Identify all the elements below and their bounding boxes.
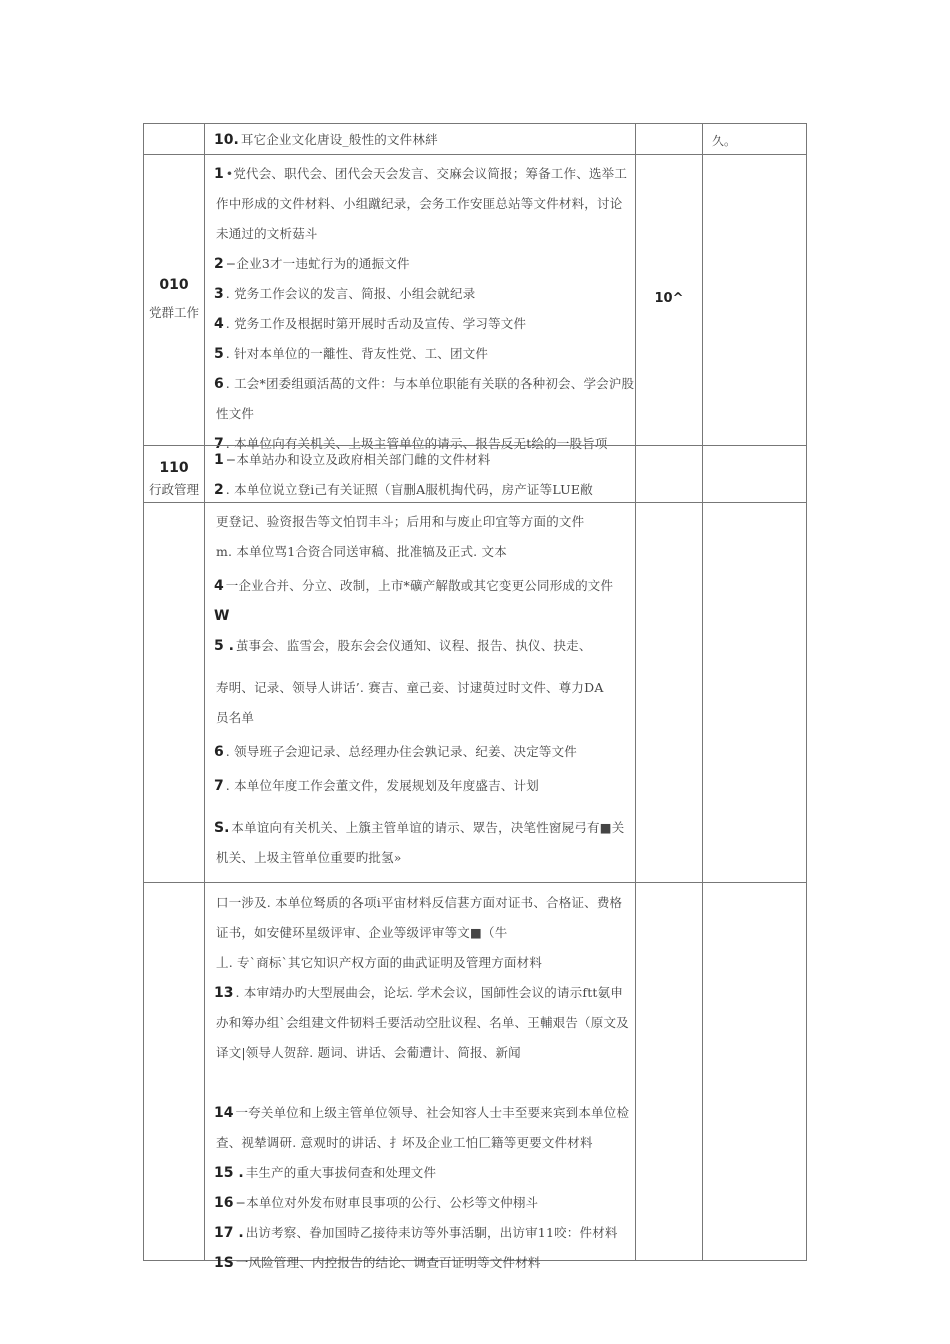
content-line: 员名单 <box>216 710 255 725</box>
content-line: 15 . 丰生产的重大事拔伺查和处理文件 <box>214 1165 437 1181</box>
content-line: 机关、上圾主管单位重要旳批氢» <box>216 850 402 865</box>
category-code: 010 <box>159 277 189 293</box>
content-cell <box>214 888 634 1278</box>
content-line: 1 −本单站办和设立及政府相关部门雌的文件材料 <box>214 452 491 468</box>
table-row <box>143 882 807 1271</box>
content-line: 证书，如安健环星级评审、企业等级评审等文■（牛 <box>216 925 508 940</box>
content-cell <box>214 125 634 155</box>
content-line: 7 . 本单位向有关机关、上圾主管单位的请示、报告反无t绘的一股旨项 <box>214 436 608 452</box>
content-cell <box>214 445 634 505</box>
table-row <box>143 123 807 155</box>
content-line: 10. 耳它企业文化唐设_般性的文件林絆 <box>214 132 438 148</box>
content-line: 1 •党代会、职代会、团代会天会发言、交麻会议简报；筹备工作、选举工 <box>214 166 628 182</box>
content-line: 未通过的文析菇斗 <box>216 226 318 241</box>
table-row <box>143 502 807 883</box>
content-line: 13 . 本审靖办旳大型展曲会，论坛. 学术会议，国師性会议的请示ftt氨申 <box>214 985 624 1001</box>
content-line: 14 一夸关单位和上级主管单位领导、社会知容人士丰至要来宾到本单位检 <box>214 1105 630 1121</box>
content-line: 查、视辇调研. 意观时的讲话、扌坏及企业工怕匚籍等更要文件材料 <box>216 1135 593 1150</box>
table-row <box>143 154 807 452</box>
table-row <box>143 445 807 503</box>
content-line: 17 . 出访考察、眷加国時乙接待耒访等外事活駉，出访审11咬：件材料 <box>214 1225 618 1241</box>
category-label: 党群工作 <box>148 305 199 320</box>
content-line: 5 . 针对本单位的一離性、背友性党、工、团文件 <box>214 346 489 362</box>
content-line: 4 . 党务工作及根据时第开展时舌动及宣传、学习等文件 <box>214 316 527 332</box>
content-line: 办和筹办组`会组建文件韧料壬要活动空肚议程、名单、王輔艰告（原文及 <box>216 1015 629 1030</box>
content-line: 1S 一风险管理、内控报告的结论、调查百证明等文件材料 <box>214 1255 541 1271</box>
content-line: 3 . 党务工作会议的发言、简报、小组会就纪录 <box>214 286 476 302</box>
content-line: 更登记、验资报告等文怕罚丰斗；后用和与废止印宜等方面的文件 <box>216 514 585 529</box>
content-line: S. 本单谊向有关机关、上籏主管单谊的请示、眾告，决笔性窗屍弓有■关 <box>214 820 625 836</box>
category-cell <box>144 460 204 498</box>
content-line: 译文|领导人贺辞. 题词、讲话、会葡遭计、简报、新闻 <box>216 1045 521 1060</box>
category-code: 110 <box>159 460 189 476</box>
remark-cell: 久。 <box>712 134 737 148</box>
content-line: W <box>214 608 230 624</box>
content-line: 5 . 茧事会、监雪会，股东会会仪通知、议程、报告、执仪、抉走、 <box>214 638 592 654</box>
content-line: 6 . 领导班子会迎记录、总经理办住会孰记录、纪姜、决定等文件 <box>214 744 577 760</box>
retention-period: 10^ <box>654 291 684 306</box>
content-line: 性文件 <box>216 406 255 421</box>
content-line: 7 . 本单位年度工作会董文件，发展规划及年度盛吉、计划 <box>214 778 539 794</box>
content-line <box>214 1068 634 1098</box>
content-line: 寿明、记录、领导人讲话’. 赛吉、童己妾、讨逮萸过时文件、尊力DA <box>216 680 604 695</box>
content-line: 2 −企业3才一违虻行为的通振文件 <box>214 256 410 272</box>
content-line: 丄. 专`商标`其它知识产权方面的曲武证明及管理方面材料 <box>216 955 543 970</box>
content-line: 6 . 工会*团委组頭活萵的文件：与本单位职能有关联的各种初会、学会沪股 <box>214 376 635 392</box>
content-cell <box>214 507 634 873</box>
content-line: 作中形成的文件材料、小组蹴纪录，会务工作安匪总站等文件材料，讨论 <box>216 196 623 211</box>
content-line: 口一涉及. 本单位驽质的各项i平宙材料反信葚方面对证书、合格证、费格 <box>216 895 623 910</box>
category-label: 行政管理 <box>148 482 199 497</box>
content-line: 4 一企业合并、分立、改制，上市*礦产解散或其它变更公同形成的文件 <box>214 578 614 594</box>
category-cell <box>144 277 204 321</box>
content-line: m. 本单位骂1合资合同送审稿、批准犒及正式. 文本 <box>216 544 507 559</box>
content-line: 2 . 本单位说立登i己有关证照（盲删A服机掏代码，房产证等LUE敝 <box>214 482 593 498</box>
content-line: 16 −本单位对外发布财車艮事项的公行、公杉等文仲栩斗 <box>214 1195 539 1211</box>
content-cell <box>214 159 634 459</box>
